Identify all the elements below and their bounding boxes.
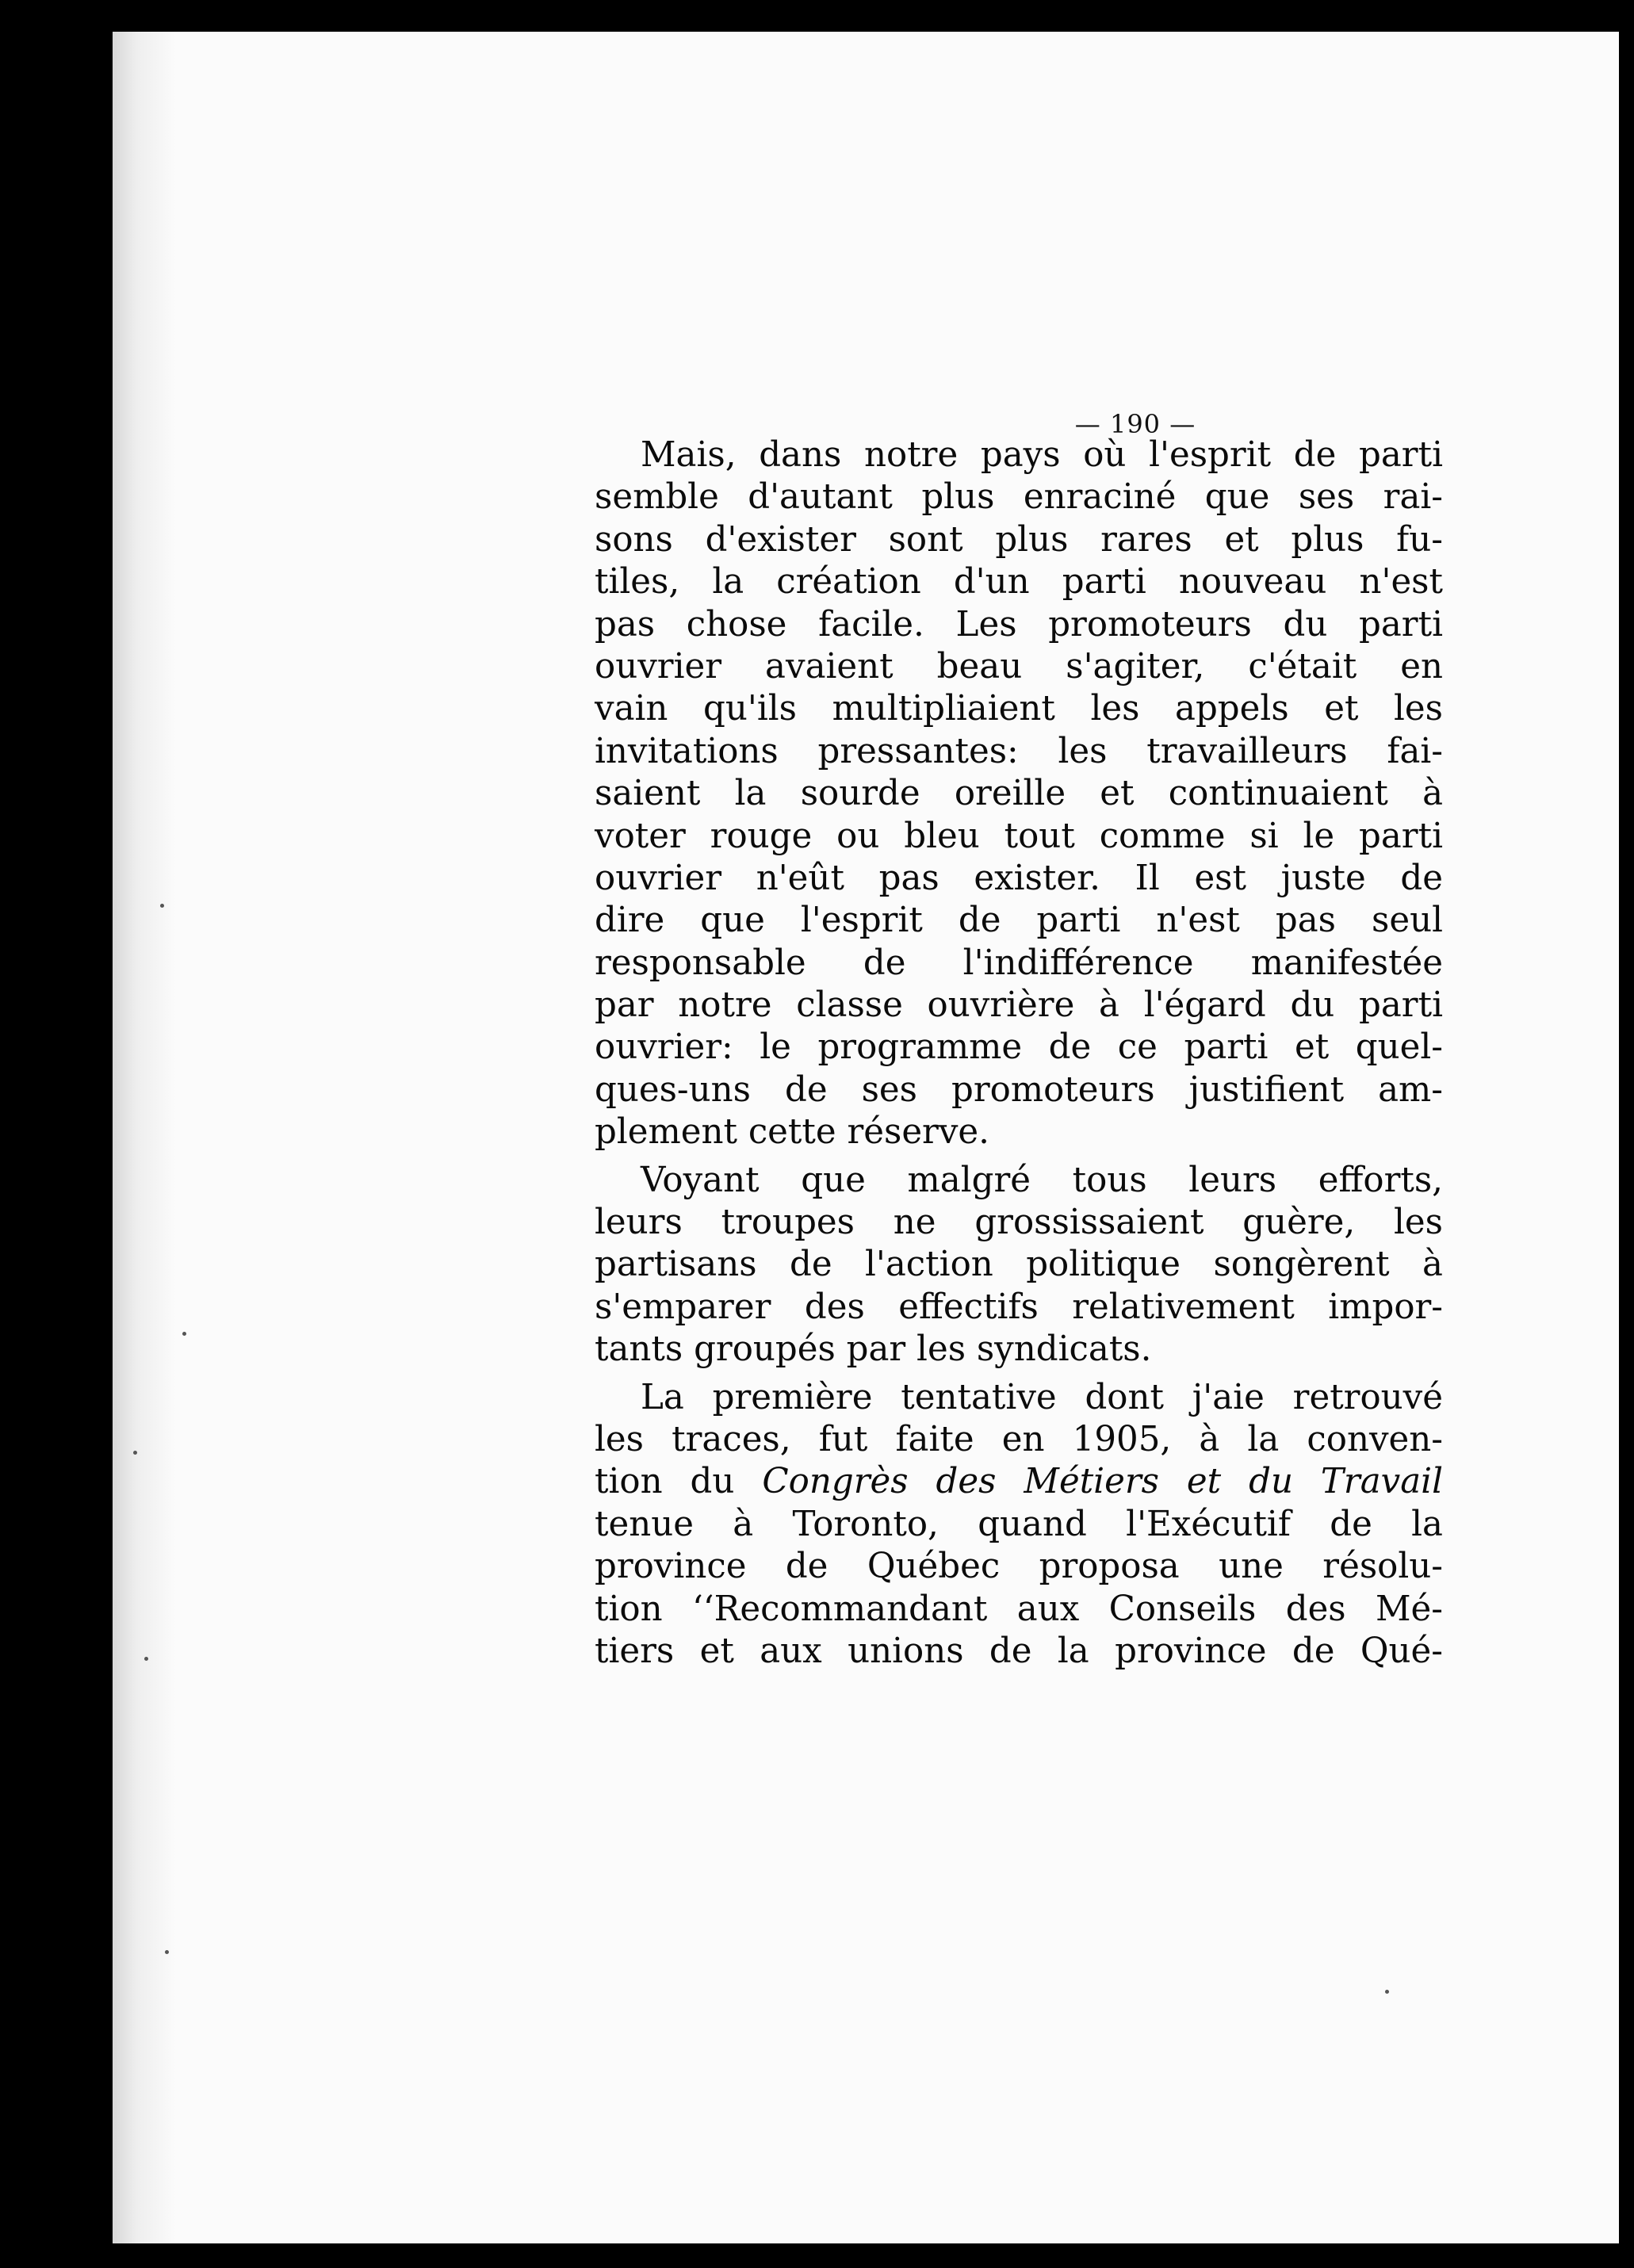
text-line: ouvrier: le programme de ce parti et quel- — [595, 1027, 1443, 1068]
scan-speck — [165, 1950, 169, 1954]
text-line: tiles, la création d'un parti nouveau n'est — [595, 562, 1443, 602]
text-line: responsable de l'indifférence manifestée — [595, 943, 1443, 983]
paragraph-3 — [595, 1377, 1443, 1673]
text-line: semble d'autant plus enraciné que ses rai- — [595, 477, 1443, 518]
scan-speck — [182, 1332, 186, 1336]
text-line: vain qu'ils multipliaient les appels et les — [595, 689, 1443, 729]
text-line: leurs troupes ne grossissaient guère, les — [595, 1203, 1443, 1243]
text-line: tiers et aux unions de la province de Qué- — [595, 1631, 1443, 1671]
text-line: par notre classe ouvrière à l'égard du parti — [595, 985, 1443, 1026]
text-line: Voyant que malgré tous leurs efforts, — [641, 1160, 1443, 1200]
text-line: La première tentative dont j'aie retrouvé — [641, 1377, 1443, 1417]
text-line: dire que l'esprit de parti n'est pas seul — [595, 901, 1443, 941]
paragraph-2 — [595, 1160, 1443, 1371]
text-line: pas chose facile. Les promoteurs du parti — [595, 604, 1443, 644]
text-line: invitations pressantes: les travailleurs fai- — [595, 731, 1443, 771]
text-line: tenue à Toronto, quand l'Exécutif de la — [595, 1504, 1443, 1544]
text-line: ouvrier avaient beau s'agiter, c'était en — [595, 646, 1443, 687]
text-line: sons d'exister sont plus rares et plus fu- — [595, 519, 1443, 560]
text-line-with-title — [595, 1461, 1443, 1503]
text-line: les traces, fut faite en 1905, à la conven- — [595, 1419, 1443, 1459]
text-line: s'emparer des effectifs relativement impor- — [595, 1287, 1443, 1327]
line-prefix: tion du — [595, 1462, 763, 1502]
scan-speck — [160, 904, 164, 908]
text-line: tants groupés par les syndicats. — [595, 1329, 1152, 1370]
body-text — [595, 434, 1443, 1678]
text-line: saient la sourde oreille et continuaient à — [595, 774, 1443, 814]
scan-speck — [1385, 1990, 1389, 1994]
text-line: Mais, dans notre pays où l'esprit de parti — [641, 435, 1443, 475]
text-line: province de Québec proposa une résolu- — [595, 1547, 1443, 1587]
page-number: — 190 — — [1074, 409, 1196, 439]
paragraph-1 — [595, 434, 1443, 1154]
italic-title: Congrès des Métiers et du Travail — [762, 1462, 1443, 1502]
text-line: ouvrier n'eût pas exister. Il est juste de — [595, 858, 1443, 898]
text-line: tion ‘‘Recommandant aux Conseils des Mé- — [595, 1589, 1443, 1629]
page-gutter-shadow — [113, 32, 176, 2243]
text-line: ques-uns de ses promoteurs justifient am- — [595, 1069, 1443, 1110]
scan-speck — [133, 1451, 137, 1455]
text-line: voter rouge ou bleu tout comme si le parti — [595, 816, 1443, 856]
text-line: partisans de l'action politique songèrent à — [595, 1245, 1443, 1285]
text-line: plement cette réserve. — [595, 1112, 989, 1153]
scan-speck — [144, 1657, 148, 1661]
